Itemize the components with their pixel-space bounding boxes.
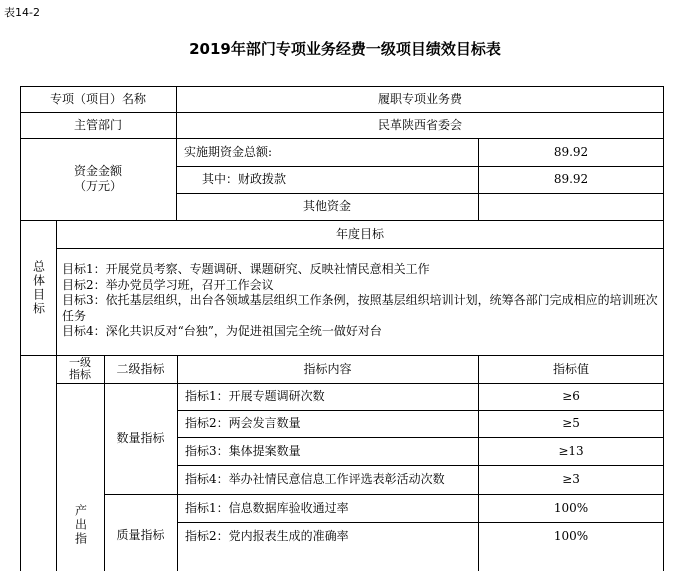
quality-row-value: 100% — [553, 528, 589, 543]
department-value: 民革陕西省委会 — [377, 117, 462, 132]
header-level1-text: 一级指标 — [69, 356, 91, 381]
document-label: 表14-2 — [4, 6, 40, 19]
annual-goals-header: 年度目标 — [335, 226, 384, 241]
header-content: 指标内容 — [303, 361, 352, 376]
quality-row-content: 指标1：信息数据库验收通过率 — [185, 500, 349, 515]
project-name-value: 履职专项业务费 — [377, 91, 462, 106]
row-divider — [56, 248, 664, 249]
header-level1 — [56, 355, 104, 383]
annual-goals-list — [62, 262, 662, 340]
annual-goal-item: 目标1：开展党员考察、专题调研、课题研究、反映社情民意相关工作 — [62, 262, 430, 276]
funds-other-label: 其他资金 — [302, 199, 351, 213]
overall-goals-label — [20, 220, 56, 355]
quantity-row-content: 指标2：两会发言数量 — [185, 416, 301, 430]
funds-fiscal-label: 其中：财政拨款 — [202, 172, 287, 186]
quantity-row-value: ≥3 — [562, 472, 580, 486]
overall-goals-label-text: 总体目标 — [31, 259, 46, 316]
funds-fiscal-value: 89.92 — [553, 172, 589, 186]
annual-goal-item: 目标2：举办党员学习班，召开工作会议 — [62, 277, 274, 292]
funds-total-label: 实施期资金总额: — [184, 144, 273, 159]
quality-row-value: 100% — [553, 500, 589, 515]
level1-output — [56, 494, 104, 571]
quantity-row-content: 指标4：举办社情民意信息工作评选表彰活动次数 — [185, 472, 445, 486]
quantity-indicator-label: 数量指标 — [116, 431, 165, 445]
annual-goal-item: 目标3：依托基层组织，出台各领域基层组织工作条例，按照基层组织培训计划，统筹各部门完成相应的培训班次任务 — [62, 293, 658, 323]
funds-label — [20, 138, 176, 220]
quantity-row-value: ≥6 — [562, 389, 580, 403]
quantity-row-content: 指标3：集体提案数量 — [185, 443, 301, 458]
funds-label-text: 资金金额 — [73, 164, 122, 178]
quantity-row-content: 指标1：开展专题调研次数 — [185, 389, 325, 403]
annual-goal-item: 目标4：深化共识反对“台独”，为促进祖国完全统一做好对台 — [62, 324, 382, 338]
department-label: 主管部门 — [73, 117, 122, 132]
quantity-row-value: ≥5 — [562, 416, 580, 430]
page-title: 2019年部门专项业务经费一级项目绩效目标表 — [189, 40, 501, 58]
quantity-row-value: ≥13 — [558, 443, 584, 458]
funds-unit-text: （万元） — [73, 179, 122, 193]
header-value: 指标值 — [552, 361, 589, 376]
quality-row-content: 指标2：党内报表生成的准确率 — [185, 528, 349, 543]
level1-output-text: 产出指 — [73, 504, 88, 546]
project-name-label: 专项（项目）名称 — [49, 91, 146, 106]
header-level2: 二级指标 — [116, 361, 165, 376]
funds-total-value: 89.92 — [553, 144, 589, 159]
funds-other-value — [478, 193, 664, 220]
quality-indicator-label: 质量指标 — [116, 528, 165, 542]
